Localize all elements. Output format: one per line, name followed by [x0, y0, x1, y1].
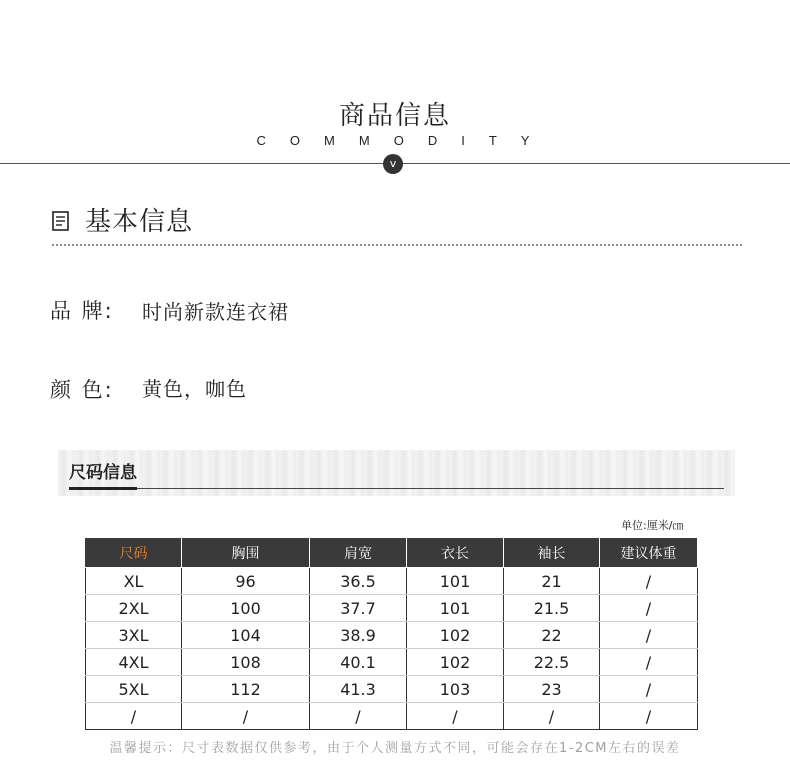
- table-cell: 112: [182, 676, 310, 703]
- size-table-header: [86, 538, 698, 568]
- chevron-down-icon: v: [383, 154, 403, 174]
- table-cell: 38.9: [310, 622, 407, 649]
- table-cell: 2XL: [86, 595, 182, 622]
- table-row: [86, 568, 698, 595]
- table-cell: 102: [407, 622, 504, 649]
- table-cell: /: [600, 649, 698, 676]
- column-header: 肩宽: [310, 538, 407, 568]
- color-value: 黄色，咖色: [142, 377, 247, 401]
- table-cell: /: [504, 703, 600, 730]
- table-cell: 23: [504, 676, 600, 703]
- table-row: [86, 649, 698, 676]
- column-header: 胸围: [182, 538, 310, 568]
- table-cell: 21: [504, 568, 600, 595]
- table-cell: /: [600, 595, 698, 622]
- dotted-divider: [52, 244, 742, 246]
- size-info-title: 尺码信息: [69, 463, 137, 483]
- table-cell: /: [182, 703, 310, 730]
- column-header: 衣长: [407, 538, 504, 568]
- table-cell: /: [600, 622, 698, 649]
- table-cell: /: [600, 676, 698, 703]
- table-cell: 102: [407, 649, 504, 676]
- table-cell: /: [600, 568, 698, 595]
- color-label: 颜 色:: [50, 378, 114, 402]
- table-row: [86, 676, 698, 703]
- table-cell: 37.7: [310, 595, 407, 622]
- table-cell: 100: [182, 595, 310, 622]
- table-cell: /: [86, 703, 182, 730]
- brand-label: 品 牌:: [50, 299, 114, 323]
- column-header: 袖长: [504, 538, 600, 568]
- table-cell: 40.1: [310, 649, 407, 676]
- size-title-underline: [69, 488, 724, 489]
- document-icon: [52, 211, 69, 231]
- table-cell: 22: [504, 622, 600, 649]
- column-header: 尺码: [86, 538, 182, 568]
- page-title: 商品信息: [338, 101, 451, 131]
- table-cell: /: [407, 703, 504, 730]
- table-cell: 108: [182, 649, 310, 676]
- size-section-band: [58, 450, 735, 496]
- table-row: [86, 703, 698, 730]
- table-cell: 104: [182, 622, 310, 649]
- table-cell: 101: [407, 568, 504, 595]
- table-cell: 103: [407, 676, 504, 703]
- basic-info-title: 基本信息: [85, 207, 194, 237]
- table-cell: 3XL: [86, 622, 182, 649]
- table-cell: 21.5: [504, 595, 600, 622]
- table-cell: 101: [407, 595, 504, 622]
- table-cell: /: [310, 703, 407, 730]
- table-cell: XL: [86, 568, 182, 595]
- unit-label: 单位:厘米/㎝: [621, 519, 684, 532]
- column-header: 建议体重: [600, 538, 698, 568]
- table-cell: 5XL: [86, 676, 182, 703]
- table-row: [86, 595, 698, 622]
- table-row: [86, 622, 698, 649]
- table-cell: 96: [182, 568, 310, 595]
- table-cell: 41.3: [310, 676, 407, 703]
- table-cell: 4XL: [86, 649, 182, 676]
- table-cell: 22.5: [504, 649, 600, 676]
- brand-value: 时尚新款连衣裙: [142, 300, 289, 324]
- table-cell: /: [600, 703, 698, 730]
- size-table: [85, 537, 698, 730]
- size-disclaimer: 温馨提示：尺寸表数据仅供参考，由于个人测量方式不同，可能会存在1-2CM左右的误差: [109, 741, 681, 756]
- size-title-underline-accent: [69, 487, 137, 490]
- page-subtitle: COMMODITY: [256, 133, 554, 148]
- table-cell: 36.5: [310, 568, 407, 595]
